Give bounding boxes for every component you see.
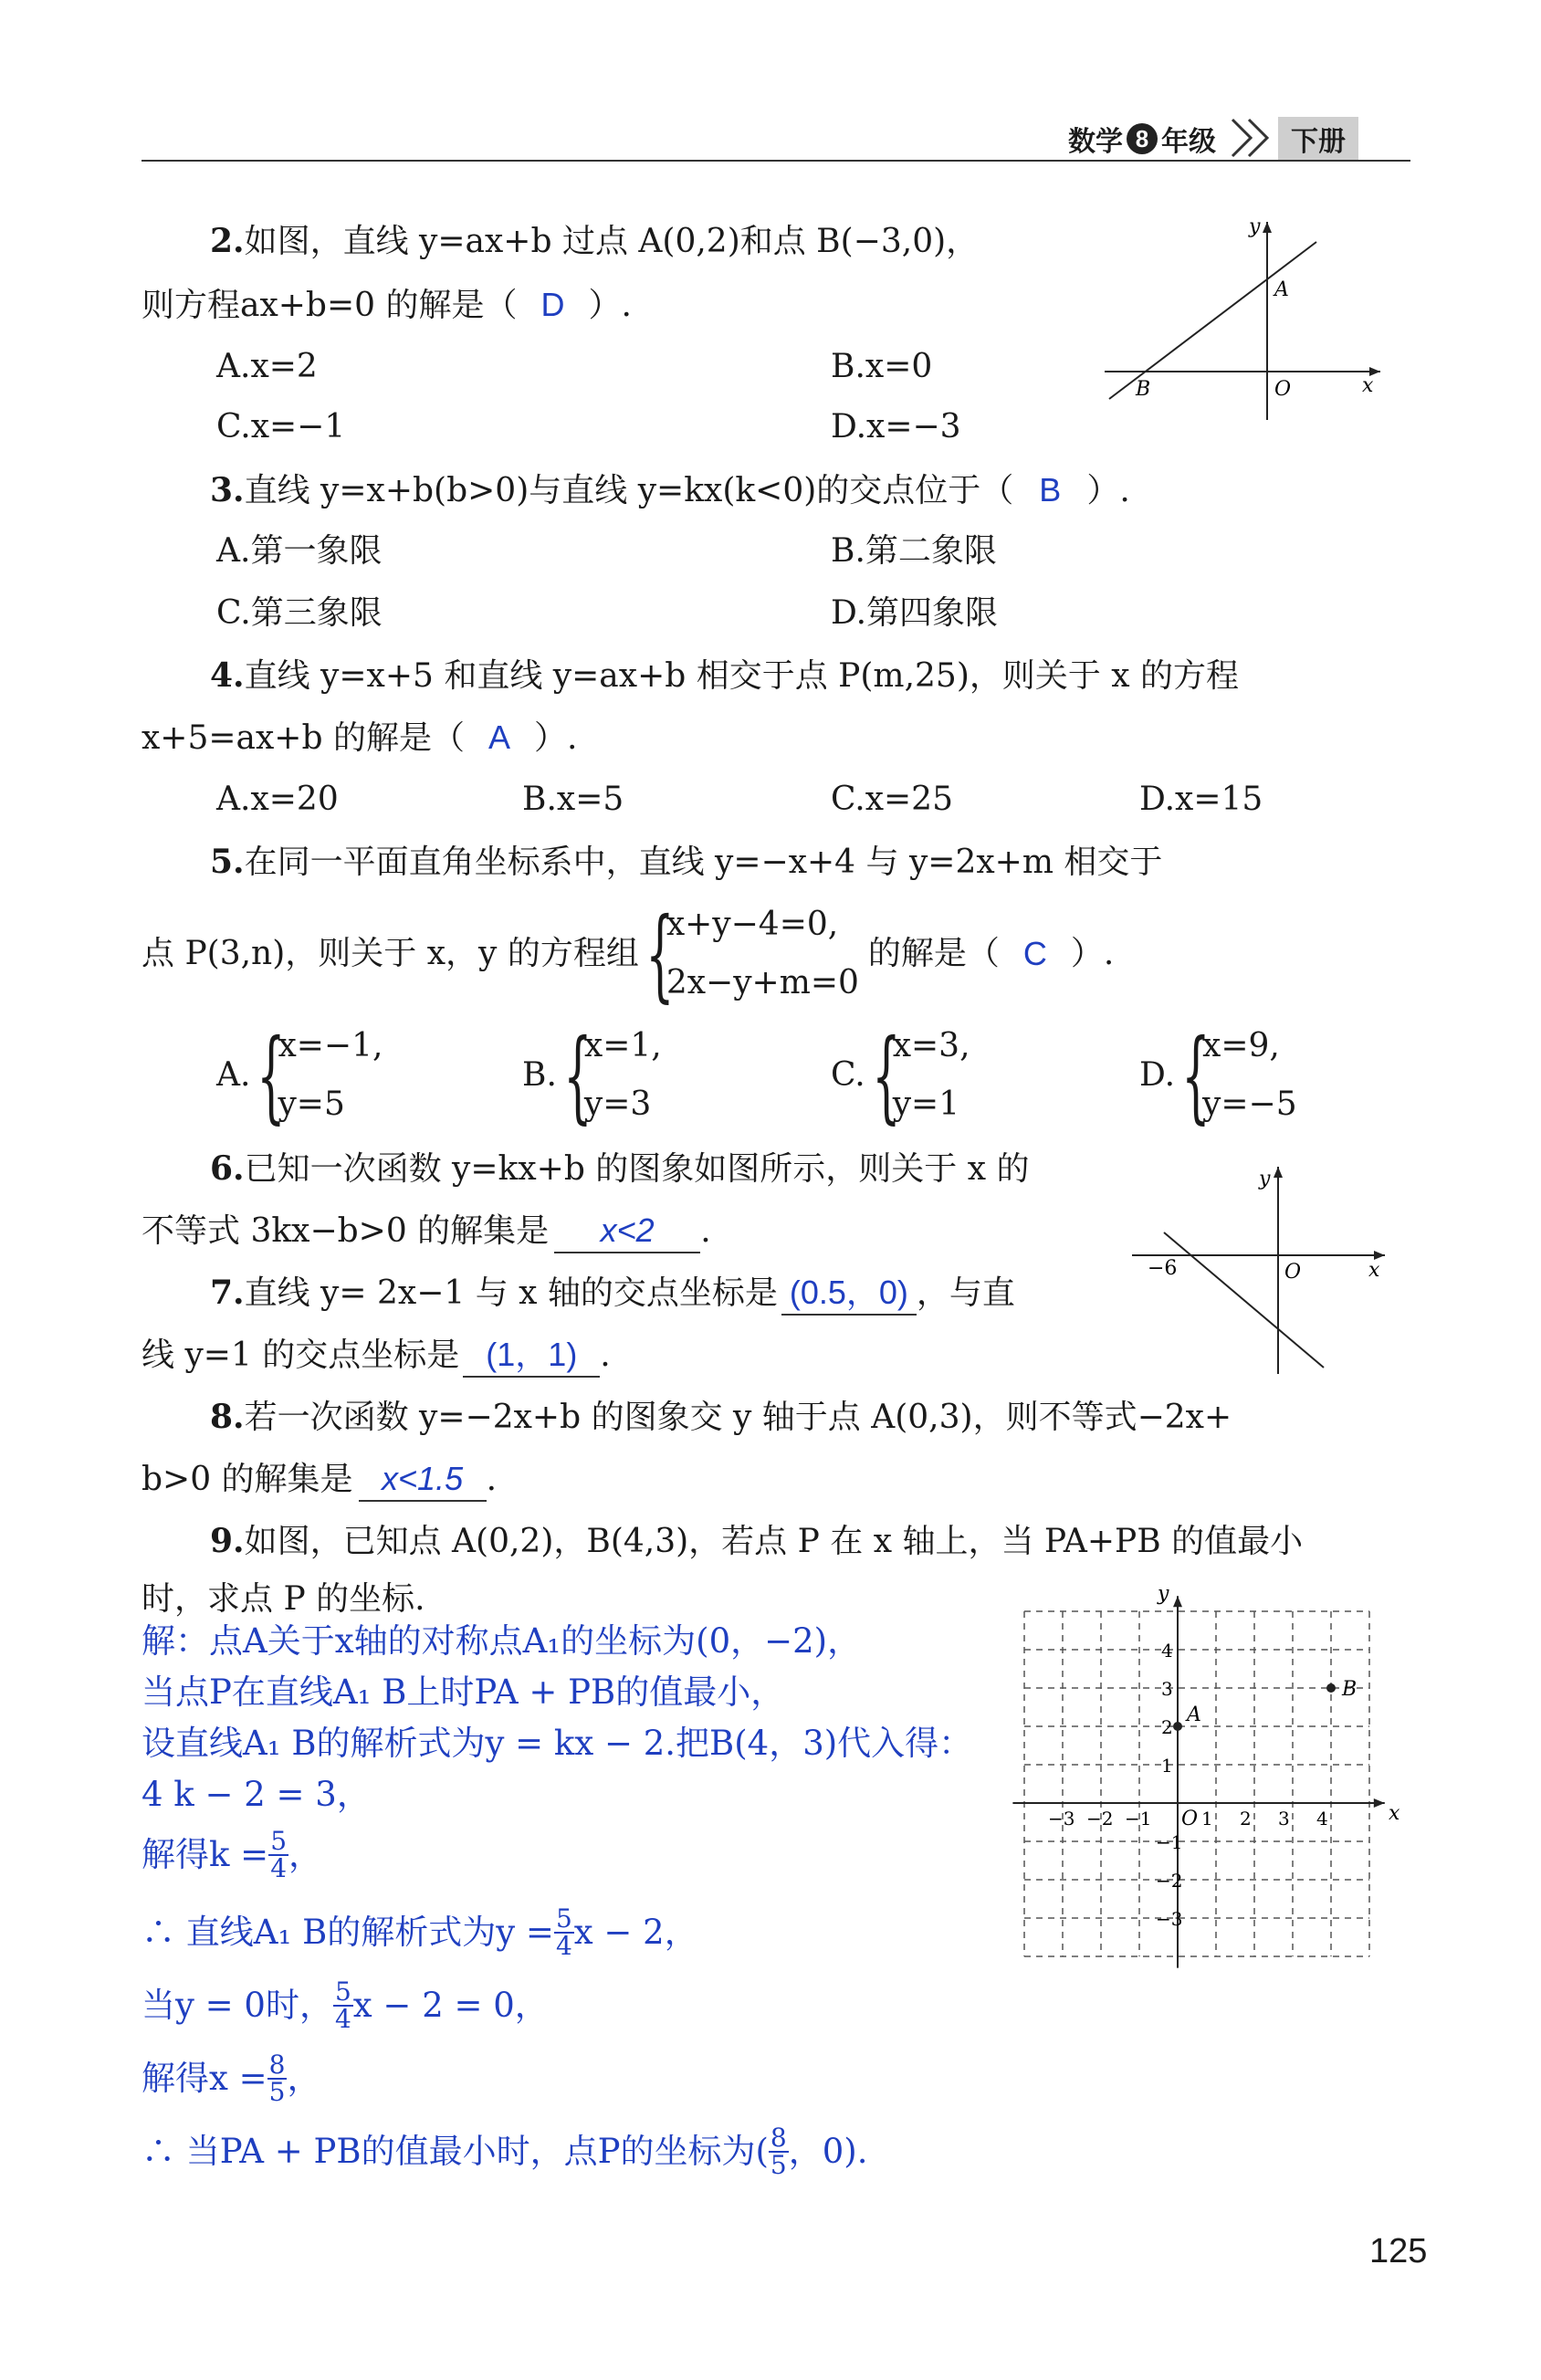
solution-line7-den: 4 (334, 2004, 351, 2034)
q9-line2: 时，求点 P 的坐标. (142, 1580, 425, 1618)
q5-option-d (1139, 1017, 1297, 1134)
q9-label-x: x (1389, 1802, 1400, 1825)
q4-line1 (210, 655, 1239, 697)
q6-answer: x<2 (600, 1211, 655, 1249)
solution-line7 (142, 1976, 549, 2035)
q9-line1 (210, 1521, 1303, 1562)
q5-option-c-brace-icon: { (871, 1017, 901, 1134)
q5-option-b-row1: x=1, (583, 1027, 662, 1064)
page-number: 125 (1369, 2232, 1428, 2270)
q3-option-a: A.第一象限 (216, 532, 383, 570)
q6-line2 (142, 1211, 711, 1253)
q7-answer2: (1，1) (486, 1336, 578, 1373)
q7-text1a: 直线 y= 2x−1 与 x 轴的交点坐标是 (244, 1274, 778, 1312)
q6-label-x: x (1368, 1259, 1380, 1282)
q9-x-tick-label: −3 (1048, 1808, 1075, 1830)
q5-system-row2: 2x−y+m=0 (666, 964, 859, 1001)
solution-line5-end: ， (288, 1835, 323, 1874)
q3-text-b: ）. (1086, 472, 1130, 509)
solution-line7-num: 5 (334, 1976, 351, 2007)
q3-option-b: B.第二象限 (831, 532, 997, 570)
q9-number: 9. (210, 1522, 245, 1560)
q6-text2a: 不等式 3kx−b>0 的解集是 (142, 1212, 550, 1250)
q5-option-a-brace-icon: { (257, 1017, 287, 1134)
q3-option-c: C.第三象限 (216, 594, 383, 632)
solution-line5-num: 5 (270, 1826, 288, 1856)
solution-line7-text: 当y = 0时， (142, 1986, 333, 2025)
q8-answer: x<1.5 (382, 1460, 464, 1497)
solution-line5-fraction (268, 1826, 288, 1883)
solution-line6-end: x − 2， (573, 1913, 698, 1952)
q9-x-tick-label: 4 (1316, 1808, 1328, 1830)
q9-x-tick-label: 1 (1201, 1808, 1213, 1830)
q7-text2a: 线 y=1 的交点坐标是 (142, 1337, 460, 1374)
q9-label-a: A (1187, 1704, 1201, 1726)
q9-x-tick-label: 2 (1240, 1808, 1252, 1830)
q5-option-d-row1: x=9, (1202, 1027, 1280, 1064)
q8-text1: 若一次函数 y=−2x+b 的图象交 y 轴于点 A(0,3)，则不等式−2x+ (244, 1399, 1232, 1436)
q2-figure (1095, 215, 1388, 425)
q3-option-d: D.第四象限 (831, 594, 999, 632)
solution-line9-fraction (769, 2125, 789, 2178)
solution-line8-fraction (267, 2052, 288, 2105)
q5-option-d-label: D. (1139, 1056, 1176, 1094)
q5-number: 5. (210, 843, 245, 881)
q4-text2b: ）. (533, 719, 578, 757)
q9-point-b (1326, 1683, 1336, 1693)
q2-label-a: A (1274, 278, 1289, 301)
q2-label-b: B (1136, 378, 1151, 401)
q2-line2 (142, 285, 632, 326)
q9-y-arrow-icon (1173, 1596, 1182, 1607)
solution-line5-den: 4 (270, 1853, 288, 1883)
solution-line5 (142, 1826, 322, 1884)
q9-y-tick-label: −1 (1156, 1831, 1183, 1853)
q7-line2 (142, 1335, 611, 1378)
q8-number: 8. (210, 1398, 245, 1436)
solution-line8 (142, 2050, 320, 2108)
q6-line1 (210, 1148, 1030, 1190)
solution-line6-fraction (554, 1903, 574, 1961)
q6-text2b: . (700, 1212, 711, 1250)
q4-option-a: A.x=20 (216, 781, 339, 818)
q4-number: 4. (210, 656, 245, 695)
q6-line (1164, 1232, 1324, 1368)
q9-y-tick-label: 4 (1161, 1640, 1173, 1662)
q5-text2a: 点 P(3,n)，则关于 x，y 的方程组 (142, 935, 639, 972)
q9-figure (1022, 1582, 1400, 1967)
q2-label-y: y (1249, 215, 1261, 238)
header-grade: 年级 (1161, 127, 1216, 157)
q2-label-x: x (1362, 374, 1374, 397)
q5-option-a-row2: y=5 (278, 1085, 345, 1123)
q5-line2 (142, 896, 1115, 1012)
q8-text2b: . (486, 1461, 498, 1498)
q6-figure (1127, 1159, 1392, 1379)
q5-text1: 在同一平面直角坐标系中，直线 y=−x+4 与 y=2x+m 相交于 (244, 844, 1163, 881)
q5-option-b (522, 1017, 662, 1134)
q2-line1 (210, 221, 979, 262)
q5-option-c-label: C. (831, 1056, 865, 1094)
q5-system-row1: x+y−4=0, (666, 906, 839, 943)
q2-answer: D (540, 286, 565, 323)
q5-system (639, 896, 859, 1012)
header-volume: 下册 (1278, 117, 1358, 161)
q5-option-d-brace-icon: { (1181, 1017, 1211, 1134)
solution-line6-num: 5 (555, 1903, 572, 1934)
header-subject: 数学 (1068, 127, 1123, 157)
q9-y-tick-label: 3 (1161, 1678, 1173, 1700)
q5-brace-icon: { (645, 896, 675, 1012)
q8-text2a: b>0 的解集是 (142, 1461, 353, 1498)
q7-number: 7. (210, 1274, 245, 1312)
q9-x-tick-label: 3 (1278, 1808, 1290, 1830)
solution-line3: 设直线A₁ B的解析式为y = kx − 2.把B(4，3)代入得： (142, 1724, 973, 1763)
solution-line2: 当点P在直线A₁ B上时PA + PB的值最小， (142, 1672, 785, 1712)
q9-x-arrow-icon (1374, 1798, 1385, 1808)
solution-line7-fraction (333, 1976, 353, 2034)
q2-line (1109, 242, 1316, 399)
q6-text1: 已知一次函数 y=kx+b 的图象如图所示，则关于 x 的 (244, 1150, 1030, 1188)
q9-label-o: O (1181, 1808, 1199, 1830)
solution-line5-text: 解得k = (142, 1835, 269, 1874)
q5-text2c: ）. (1070, 935, 1115, 972)
q2-number: 2. (210, 222, 245, 260)
q9-point-a (1173, 1722, 1182, 1731)
q6-y-arrow-icon (1274, 1167, 1283, 1178)
grade-badge: 8 (1127, 123, 1158, 154)
q4-answer: A (487, 718, 510, 756)
q6-label-neg6: −6 (1148, 1257, 1178, 1280)
solution-line9-num: 8 (770, 2123, 787, 2153)
q3-answer: B (1039, 471, 1062, 509)
q9-y-tick-label: −2 (1156, 1870, 1183, 1892)
q5-option-a-row1: x=−1, (278, 1027, 383, 1064)
q7-text1b: ，与直 (916, 1274, 1015, 1312)
q4-option-b: B.x=5 (522, 781, 624, 818)
solution-line1: 解：点A关于x轴的对称点A₁的坐标为(0，−2)， (142, 1621, 862, 1661)
q9-text1: 如图，已知点 A(0,2)，B(4,3)，若点 P 在 x 轴上，当 PA+PB 的值最小 (244, 1523, 1304, 1560)
chevrons-icon (1229, 116, 1284, 162)
q2-option-d: D.x=−3 (831, 408, 961, 446)
solution-line8-den: 5 (268, 2077, 286, 2107)
q2-option-c: C.x=−1 (216, 408, 346, 446)
q7-line1 (210, 1273, 1015, 1316)
q6-number: 6. (210, 1149, 245, 1188)
solution-line8-num: 8 (268, 2050, 286, 2080)
q2-text1: 如图，直线 y=ax+b 过点 A(0,2)和点 B(−3,0)， (244, 223, 980, 260)
q3-number: 3. (210, 471, 245, 509)
q5-option-b-row2: y=3 (583, 1085, 652, 1123)
q3-line1 (210, 470, 1130, 511)
solution-line6 (142, 1903, 698, 1962)
q5-option-a-label: A. (216, 1056, 251, 1094)
q5-option-b-brace-icon: { (563, 1017, 592, 1134)
q3-text-a: 直线 y=x+b(b>0)与直线 y=kx(k<0)的交点位于（ (244, 472, 1014, 509)
solution-line7-end: x − 2 = 0， (352, 1986, 549, 2025)
page-header (1068, 117, 1358, 161)
q9-y-tick-label: −3 (1156, 1908, 1183, 1930)
q2-text2b: ）. (588, 287, 632, 324)
q4-option-d: D.x=15 (1139, 781, 1263, 818)
q5-option-a (216, 1017, 383, 1134)
q4-option-c: C.x=25 (831, 781, 953, 818)
q5-option-d-row2: y=−5 (1202, 1085, 1297, 1123)
q8-line2 (142, 1459, 497, 1502)
solution-line9-den: 5 (770, 2150, 787, 2180)
q7-text2b: . (600, 1337, 611, 1374)
q4-line2 (142, 718, 577, 759)
q5-option-c (831, 1017, 970, 1134)
q2-option-a: A.x=2 (216, 348, 318, 385)
solution-line6-text: ∴ 直线A₁ B的解析式为y = (142, 1913, 554, 1952)
q2-y-arrow-icon (1263, 222, 1272, 233)
q5-text2b: 的解是（ (867, 935, 1000, 972)
q4-text1: 直线 y=x+5 和直线 y=ax+b 相交于点 P(m,25)，则关于 x 的方程 (244, 657, 1240, 695)
q5-answer: C (1022, 935, 1047, 972)
q9-x-tick-label: −1 (1125, 1808, 1152, 1830)
solution-line6-den: 4 (555, 1931, 572, 1961)
q9-y-tick-label: 1 (1161, 1755, 1173, 1777)
q7-answer1: (0.5，0) (789, 1274, 908, 1311)
solution-line9-end: ，0). (788, 2132, 868, 2171)
solution-line8-text: 解得x = (142, 2059, 267, 2098)
q6-label-y: y (1259, 1168, 1271, 1190)
solution-line4: 4 k − 2 = 3， (142, 1775, 371, 1814)
q9-x-tick-label: −2 (1086, 1808, 1114, 1830)
q4-text2a: x+5=ax+b 的解是（ (142, 719, 465, 757)
q2-option-b: B.x=0 (831, 348, 933, 385)
q5-option-b-label: B. (522, 1056, 557, 1094)
q6-label-o: O (1284, 1261, 1302, 1284)
q2-label-o: O (1274, 378, 1292, 401)
q8-line1 (210, 1397, 1232, 1438)
q2-text2a: 则方程ax+b=0 的解是（ (142, 287, 518, 324)
q5-option-c-row1: x=3, (892, 1027, 970, 1064)
solution-line9 (142, 2123, 868, 2181)
q5-option-c-row2: y=1 (892, 1085, 960, 1123)
q9-y-tick-label: 2 (1161, 1716, 1173, 1738)
header-rule (142, 160, 1410, 162)
q9-label-y: y (1158, 1582, 1169, 1606)
q9-label-b: B (1342, 1678, 1358, 1701)
q5-line1 (210, 842, 1162, 883)
solution-line8-end: ， (287, 2059, 321, 2098)
solution-line9-text: ∴ 当PA + PB的值最小时，点P的坐标为( (142, 2132, 769, 2171)
